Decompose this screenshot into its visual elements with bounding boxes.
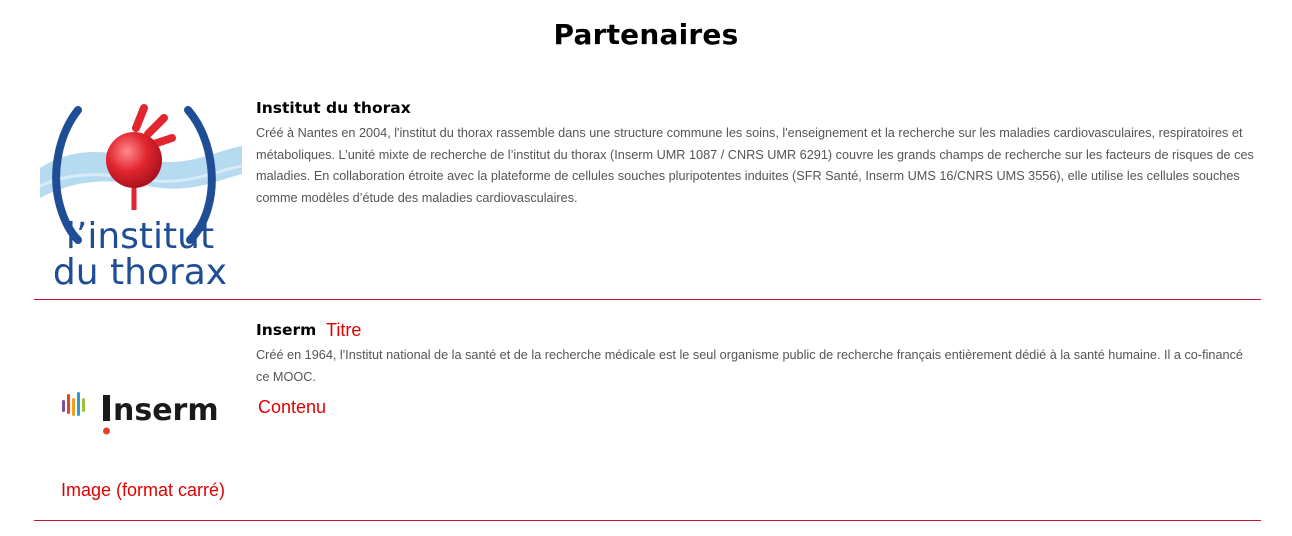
- partner-item: [34, 86, 1261, 300]
- partner-item: [34, 300, 1261, 521]
- institut-du-thorax-logo: [38, 98, 242, 288]
- partner-description: Créé à Nantes en 2004, l'institut du thorax rassemble dans une structure commune les soins, l'enseignement et la recherche sur les maladies cardiovasculaires, respiratoires et métaboliques. L’unité mixte de recherche de l’institut du thorax (Inserm UMR 1087 / CNRS UMR 6291) couvre les grands champs de recherche sur les facteurs de risques de ces maladies. En collaboration étroite avec la plateforme de cellules souches pluripotentes induites (SFR Santé, Inserm UMS 16/CNRS UMS 3556), elle utilise les cellules souches comme modèles d’étude des maladies cardiovasculaires.: [256, 126, 1254, 205]
- annotation-content: Contenu: [258, 397, 327, 417]
- partner-name: Institut du thorax: [256, 99, 411, 117]
- inserm-logo: [38, 382, 242, 442]
- inserm-bars-logo-icon: [38, 382, 242, 442]
- heart-lungs-logo-icon: [38, 98, 242, 288]
- svg-text:du thorax: du thorax: [52, 252, 228, 288]
- annotation-image: Image (format carré): [61, 480, 226, 500]
- partner-name: Inserm: [256, 321, 317, 339]
- partner-description: Créé en 1964, l'Institut national de la santé et de la recherche médicale est le seul organisme public de recherche français entièrement dédié à la santé humaine. Il a co-financé ce MOOC.: [256, 348, 1243, 384]
- svg-text:nserm: nserm: [113, 393, 219, 428]
- annotation-title: Titre: [326, 320, 362, 340]
- svg-text:l’institut: l’institut: [65, 216, 215, 257]
- page-title: Partenaires: [553, 18, 739, 51]
